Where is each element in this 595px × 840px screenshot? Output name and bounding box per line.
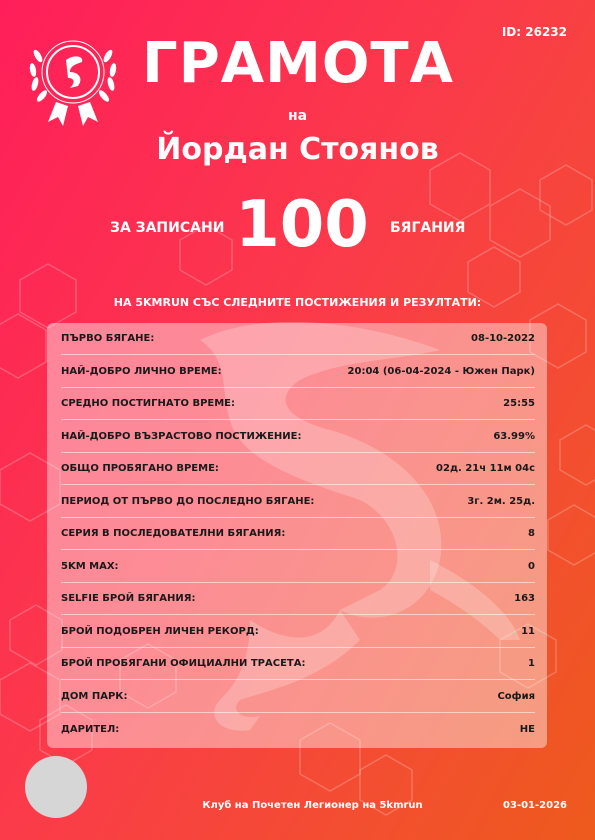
stat-value: НЕ	[519, 723, 535, 735]
stat-row-5km-max	[61, 551, 535, 583]
certificate-title: ГРАМОТА	[142, 31, 454, 96]
stat-value: 0	[528, 560, 535, 572]
stat-row-average-time	[61, 388, 535, 420]
stat-value: 02д. 21ч 11м 04с	[436, 463, 535, 474]
runs-count: 100	[235, 188, 369, 262]
stat-value: 25:55	[503, 398, 535, 409]
stat-row-selfie-runs	[61, 583, 535, 615]
stat-label: НАЙ-ДОБРО ЛИЧНО ВРЕМЕ:	[61, 365, 222, 377]
stat-label: SELFIE БРОЙ БЯГАНИЯ:	[61, 593, 196, 604]
stat-label: ДОМ ПАРК:	[61, 690, 128, 702]
stat-label: ПЕРИОД ОТ ПЪРВО ДО ПОСЛЕДНО БЯГАНЕ:	[61, 495, 315, 507]
stat-row-donor	[61, 713, 535, 745]
stat-row-streak	[61, 518, 535, 550]
issue-date: 03-01-2026	[503, 800, 567, 811]
stat-label: СРЕДНО ПОСТИГНАТО ВРЕМЕ:	[61, 398, 236, 409]
stat-row-best-time	[61, 356, 535, 388]
stat-value: 1	[528, 658, 535, 669]
stat-label: ОБЩО ПРОБЯГАНО ВРЕМЕ:	[61, 463, 219, 474]
stat-row-age-grade	[61, 421, 535, 453]
stat-row-period	[61, 486, 535, 518]
club-footer-text: Клуб на Почетен Легионер на 5kmrun	[202, 800, 423, 811]
stat-value: 163	[514, 593, 535, 604]
stat-label: БРОЙ ПРОБЯГАНИ ОФИЦИАЛНИ ТРАСЕТА:	[61, 658, 306, 669]
recorded-label: ЗА ЗАПИСАНИ	[110, 220, 225, 236]
stat-label: 5KM MAX:	[61, 560, 119, 572]
stat-value: 11	[521, 625, 535, 637]
stat-value: София	[497, 690, 535, 702]
stat-value: 63.99%	[493, 430, 535, 442]
stat-row-home-park	[61, 681, 535, 713]
stat-row-first-run	[61, 323, 535, 355]
stat-label: СЕРИЯ В ПОСЛЕДОВАТЕЛНИ БЯГАНИЯ:	[61, 528, 286, 539]
recipient-name: Йордан Стоянов	[156, 132, 439, 167]
stat-row-personal-records	[61, 616, 535, 648]
stat-label: НАЙ-ДОБРО ВЪЗРАСТОВО ПОСТИЖЕНИЕ:	[61, 430, 302, 442]
stat-value: 08-10-2022	[471, 333, 535, 344]
to-label: на	[287, 108, 308, 124]
stat-row-official-courses	[61, 648, 535, 680]
certificate-id: ID: 26232	[501, 25, 567, 39]
stat-label: ДАРИТЕЛ:	[61, 723, 120, 735]
stats-table	[47, 323, 547, 748]
stat-value: 20:04 (06-04-2024 - Южен Парк)	[347, 365, 535, 377]
stat-label: БРОЙ ПОДОБРЕН ЛИЧЕН РЕКОРД:	[61, 625, 259, 637]
stat-value: 8	[528, 528, 535, 539]
stat-value: 3г. 2м. 25д.	[467, 495, 535, 507]
achievements-subtitle: НА 5KMRUN СЪС СЛЕДНИТЕ ПОСТИЖЕНИЯ И РЕЗУЛТАТИ:	[113, 296, 482, 309]
stat-label: ПЪРВО БЯГАНЕ:	[61, 333, 155, 344]
runs-label: БЯГАНИЯ	[390, 220, 466, 236]
stat-row-total-time	[61, 453, 535, 485]
